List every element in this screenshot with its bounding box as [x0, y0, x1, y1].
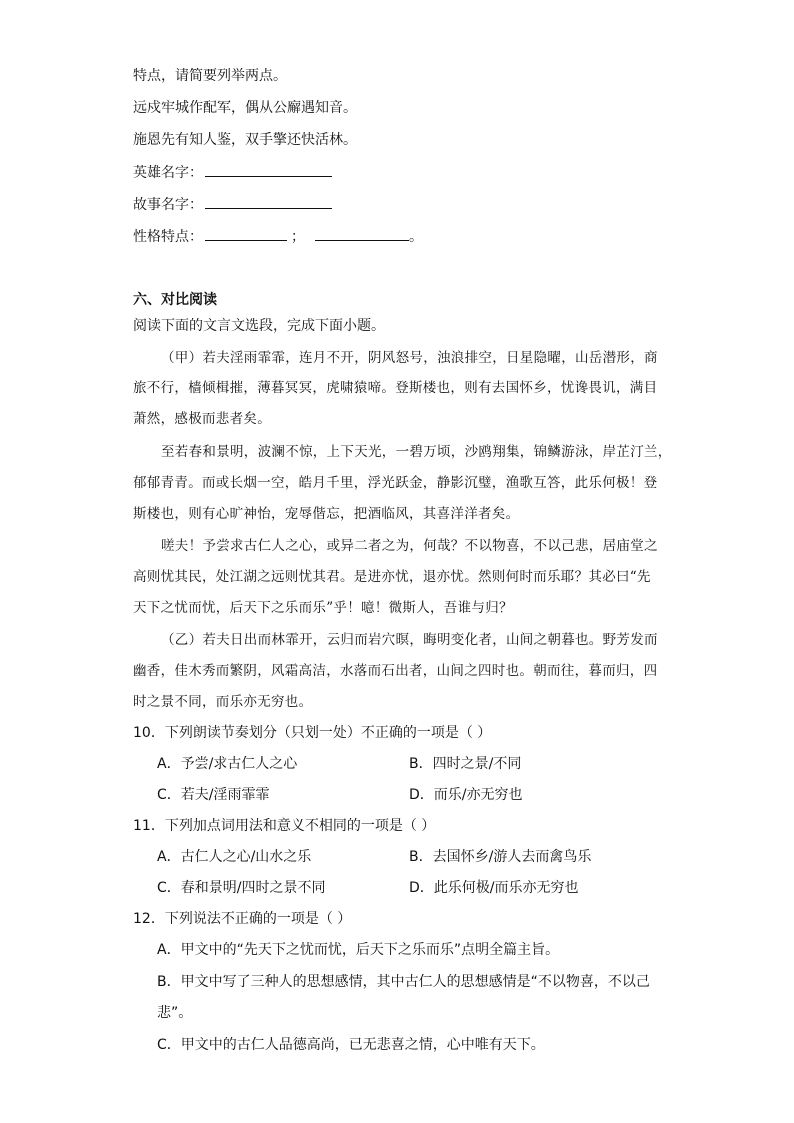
story-name-label: 故事名字： — [133, 197, 203, 213]
trait-blank-2 — [315, 226, 409, 241]
option-c[interactable]: C．春和景明/四时之景不同 — [157, 880, 326, 896]
poem-line: 施恩先有知人鉴，双手擎还快活林。 — [133, 132, 357, 148]
option-a[interactable]: A．予尝/求古仁人之心 — [157, 756, 298, 772]
passage-line: 斯楼也，则有心旷神怡，宠辱偕忘，把酒临风，其喜洋洋者矣。 — [133, 506, 520, 522]
option-b[interactable]: B．去国怀乡/游人去而禽鸟乐 — [409, 849, 592, 865]
passage-line: 高则忧其民，处江湖之远则忧其君。是进亦忧，退亦忧。然则何时而乐耶？其必曰“先 — [133, 569, 651, 585]
passage-line: 嗟夫！予尝求古仁人之心，或异二者之为，何哉？不以物喜，不以己悲，居庙堂之 — [161, 538, 658, 554]
passage-line: 天下之忧而忧，后天下之乐而乐”乎！噫！微斯人，吾谁与归？ — [133, 600, 513, 616]
story-name-blank — [205, 194, 332, 209]
section-title: 六、对比阅读 — [133, 292, 217, 308]
option-b-continued: 悲”。 — [157, 1005, 193, 1021]
option-d[interactable]: D．而乐/亦无穷也 — [409, 787, 523, 803]
passage-line: 旅不行，樯倾楫摧，薄暮冥冥，虎啸猿啼。登斯楼也，则有去国怀乡，忧谗畏讥，满目 — [133, 380, 658, 396]
question-stem: 10．下列朗读节奏划分（只划一处）不正确的一项是（ ） — [133, 725, 492, 741]
hero-name-field — [133, 162, 332, 183]
story-name-field — [133, 194, 332, 215]
section-instruction: 阅读下面的文言文选段，完成下面小题。 — [133, 318, 385, 334]
option-c[interactable]: C．甲文中的古仁人品德高尚，已无悲喜之情，心中唯有天下。 — [157, 1037, 545, 1053]
passage-line: 幽香，佳木秀而繁阴，风霜高洁，水落而石出者，山间之四时也。朝而往，暮而归，四 — [133, 663, 658, 679]
passage-line: （乙）若夫日出而林霏开，云归而岩穴暝，晦明变化者，山间之朝暮也。野芳发而 — [161, 632, 658, 648]
intro-line: 特点，请简要列举两点。 — [133, 68, 287, 84]
question-stem: 11．下列加点词用法和意义不相同的一项是（ ） — [133, 818, 436, 834]
poem-line: 远戍牢城作配军，偶从公廨遇知音。 — [133, 100, 357, 116]
trait-label: 性格特点： — [133, 229, 203, 245]
trait-separator: ； — [291, 229, 305, 245]
trait-blank-1 — [205, 226, 287, 241]
option-b[interactable]: B．四时之景/不同 — [409, 756, 522, 772]
trait-field — [133, 226, 423, 247]
hero-name-label: 英雄名字： — [133, 165, 203, 181]
question-stem: 12．下列说法不正确的一项是（ ） — [133, 911, 352, 927]
passage-line: 郁郁青青。而或长烟一空，皓月千里，浮光跃金，静影沉璧，渔歌互答，此乐何极！登 — [133, 475, 658, 491]
passage-line: 时之景不同，而乐亦无穷也。 — [133, 694, 313, 710]
option-a[interactable]: A．古仁人之心/山水之乐 — [157, 849, 312, 865]
option-c[interactable]: C．若夫/淫雨霏霏 — [157, 787, 270, 803]
option-d[interactable]: D．此乐何极/而乐亦无穷也 — [409, 880, 579, 896]
passage-line: （甲）若夫淫雨霏霏，连月不开，阴风怒号，浊浪排空，日星隐曜，山岳潜形，商 — [161, 350, 658, 366]
option-b[interactable]: B．甲文中写了三种人的思想感情，其中古仁人的思想感情是“不以物喜，不以己 — [157, 974, 650, 990]
trait-end: 。 — [409, 229, 423, 245]
passage-line: 萧然，感极而悲者矣。 — [133, 411, 271, 427]
passage-line: 至若春和景明，波澜不惊，上下天光，一碧万顷，沙鸥翔集，锦鳞游泳，岸芷汀兰， — [161, 444, 672, 460]
hero-name-blank — [205, 162, 332, 177]
option-a[interactable]: A．甲文中的“先天下之忧而忧，后天下之乐而乐”点明全篇主旨。 — [157, 942, 560, 958]
